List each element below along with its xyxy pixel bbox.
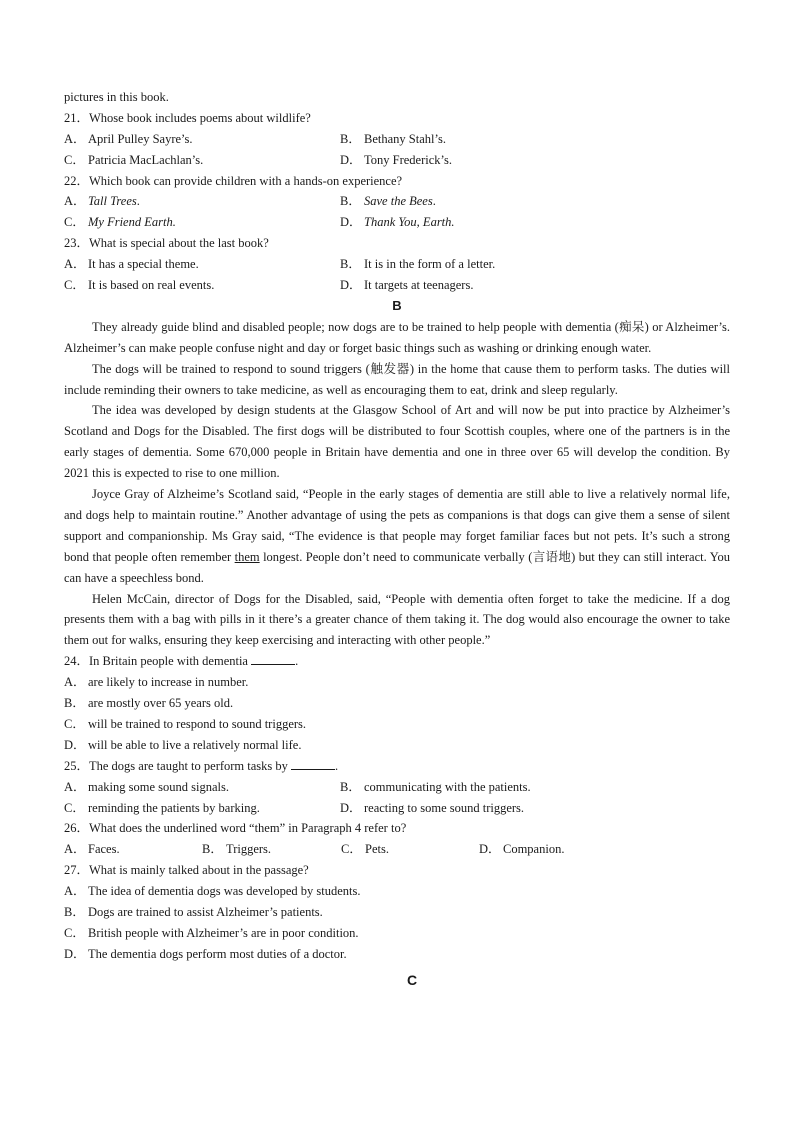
- q21-stem: 21．Whose book includes poems about wildlife?: [64, 110, 311, 125]
- q27-stem: 27．What is mainly talked about in the passage?: [64, 863, 309, 878]
- q22-option-a[interactable]: A． Tall Trees.: [64, 194, 140, 209]
- q22-options-row-1: [64, 191, 730, 212]
- underlined-word-them: them: [234, 549, 260, 564]
- q22-option-b[interactable]: B． Save the Bees.: [340, 194, 436, 209]
- section-b-heading: B: [392, 297, 402, 313]
- q23-options-row-1: [64, 254, 730, 275]
- q21-options-row-2: [64, 150, 730, 171]
- exam-page: [64, 87, 730, 991]
- q23-option-a[interactable]: A． It has a special theme.: [64, 257, 199, 272]
- q23-option-c[interactable]: C． It is based on real events.: [64, 278, 215, 293]
- q24-option-d[interactable]: D． will be able to live a relatively normal life.: [64, 737, 302, 752]
- passage-paragraph-1: They already guide blind and disabled people; now dogs are to be trained to help people with dementia (痴呆) or Alzheimer’s. Alzheimer’s can make people confuse night and day or forget basic things such as washing or drinking enough water.: [64, 319, 730, 355]
- q25-options-row-2: [64, 798, 730, 819]
- q21-option-a[interactable]: A． April Pulley Sayre’s.: [64, 131, 193, 146]
- q26-option-d[interactable]: D． Companion.: [479, 842, 565, 857]
- q25-option-b[interactable]: B． communicating with the patients.: [340, 779, 531, 794]
- q25-option-d[interactable]: D． reacting to some sound triggers.: [340, 800, 525, 815]
- q22-option-c[interactable]: C． My Friend Earth.: [64, 215, 176, 230]
- answer-blank: [291, 757, 335, 770]
- q25-stem: 25．The dogs are taught to perform tasks by .: [64, 758, 339, 773]
- q26-options-row: [64, 839, 730, 860]
- passage-paragraph-5: Helen McCain, director of Dogs for the Disabled, said, “People with dementia often forget to take the medicine. If a dog presents them with a bag with pills in it there’s a greater chance of them taking it. The dog would also encourage the owner to take them out for walks, ensuring they keep exercising and interacting with other people.”: [64, 591, 730, 648]
- passage-paragraph-2: The dogs will be trained to respond to sound triggers (触发器) in the home that cause them to perform tasks. The duties will include reminding their owners to take medicine, as well as encouraging them to eat, drink and sleep regularly.: [64, 361, 730, 397]
- q26-stem: 26．What does the underlined word “them” in Paragraph 4 refer to?: [64, 821, 407, 836]
- q26-option-a[interactable]: A． Faces.: [64, 842, 120, 857]
- q21-option-d[interactable]: D． Tony Frederick’s.: [340, 152, 452, 167]
- q23-option-b[interactable]: B． It is in the form of a letter.: [340, 257, 496, 272]
- q27-option-b[interactable]: B． Dogs are trained to assist Alzheimer’s patients.: [64, 904, 323, 919]
- q23-option-d[interactable]: D． It targets at teenagers.: [340, 278, 474, 293]
- q25-options-row-1: [64, 777, 730, 798]
- q24-option-a[interactable]: A． are likely to increase in number.: [64, 675, 249, 690]
- q25-option-c[interactable]: C． reminding the patients by barking.: [64, 800, 260, 815]
- q27-option-d[interactable]: D． The dementia dogs perform most duties of a doctor.: [64, 946, 347, 961]
- q27-option-c[interactable]: C． British people with Alzheimer’s are in poor condition.: [64, 925, 359, 940]
- q22-options-row-2: [64, 212, 730, 233]
- q24-option-b[interactable]: B． are mostly over 65 years old.: [64, 696, 234, 711]
- q21-option-c[interactable]: C． Patricia MacLachlan’s.: [64, 152, 204, 167]
- q21-option-b[interactable]: B． Bethany Stahl’s.: [340, 131, 446, 146]
- q22-stem: 22．Which book can provide children with a hands-on experience?: [64, 173, 403, 188]
- passage-paragraph-3: The idea was developed by design students at the Glasgow School of Art and will now be put into practice by Alzheimer’s Scotland and Dogs for the Disabled. The first dogs will be distributed to four Scottish couples, where one of the partners is in the early stages of dementia. Some 670,000 people in Britain have dementia and one in three over 65 will develop the condition. By 2021 this is expected to rise to one million.: [64, 403, 730, 481]
- q24-option-c[interactable]: C． will be trained to respond to sound triggers.: [64, 716, 307, 731]
- q21-options-row-1: [64, 129, 730, 150]
- q27-option-a[interactable]: A． The idea of dementia dogs was developed by students.: [64, 884, 361, 899]
- passage-paragraph-4: Joyce Gray of Alzheime’s Scotland said, “People in the early stages of dementia are still able to live a relatively normal life, and dogs help to maintain routine.” Another advantage of using the pets as companions is that dogs can give them a sense of silent support and companionship. Ms Gray said, “The evidence is that people may forget familiar faces but not pets. It’s such a strong bond that people often remember them longest. People don’t need to communicate verbally (言语地) but they can still interact. You can have a speechless bond.: [64, 487, 730, 585]
- q24-stem: 24．In Britain people with dementia .: [64, 654, 299, 669]
- intro-tail: pictures in this book.: [64, 90, 169, 104]
- answer-blank: [251, 652, 295, 665]
- q26-option-c[interactable]: C． Pets.: [341, 842, 389, 857]
- q23-stem: 23．What is special about the last book?: [64, 236, 269, 251]
- q26-option-b[interactable]: B． Triggers.: [202, 842, 272, 857]
- section-c-heading: C: [406, 971, 418, 988]
- q25-option-a[interactable]: A． making some sound signals.: [64, 779, 229, 794]
- q22-option-d[interactable]: D． Thank You, Earth.: [340, 215, 455, 230]
- q23-options-row-2: [64, 275, 730, 296]
